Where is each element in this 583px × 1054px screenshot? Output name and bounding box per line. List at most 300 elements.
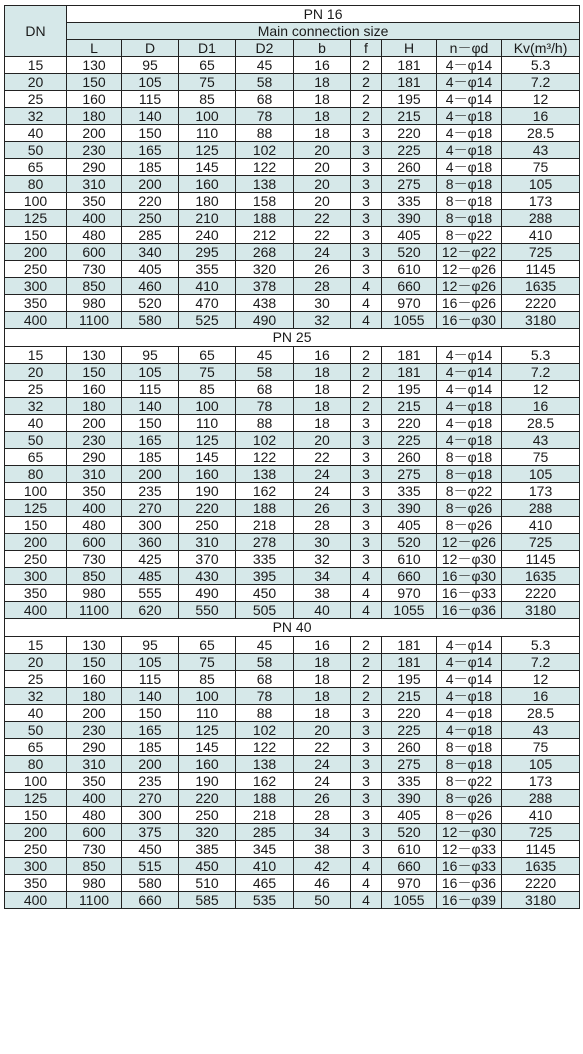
cell-d2: 78: [236, 398, 294, 415]
cell-b: 16: [294, 57, 351, 74]
cell-l: 180: [67, 108, 122, 125]
cell-h: 181: [382, 347, 437, 364]
cell-d: 150: [122, 125, 179, 142]
cell-bolts: 16－φ33: [437, 858, 502, 875]
cell-h: 275: [382, 176, 437, 193]
cell-d1: 75: [179, 654, 236, 671]
cell-d1: 490: [179, 585, 236, 602]
cell-h: 970: [382, 295, 437, 312]
cell-dn: 15: [5, 57, 67, 74]
cell-kv: 288: [502, 500, 580, 517]
cell-d1: 190: [179, 773, 236, 790]
cell-d1: 410: [179, 278, 236, 295]
cell-d1: 85: [179, 91, 236, 108]
cell-kv: 1635: [502, 278, 580, 295]
cell-bolts: 8－φ22: [437, 483, 502, 500]
cell-d1: 585: [179, 892, 236, 909]
cell-bolts: 4－φ14: [437, 347, 502, 364]
cell-l: 160: [67, 381, 122, 398]
cell-l: 150: [67, 654, 122, 671]
cell-b: 18: [294, 705, 351, 722]
cell-bolts: 12－φ22: [437, 244, 502, 261]
cell-b: 24: [294, 466, 351, 483]
cell-dn: 300: [5, 278, 67, 295]
table-row: [5, 500, 580, 517]
cell-f: 3: [351, 449, 382, 466]
cell-kv: 3180: [502, 312, 580, 329]
cell-kv: 7.2: [502, 364, 580, 381]
cell-l: 850: [67, 858, 122, 875]
cell-d: 200: [122, 756, 179, 773]
cell-d2: 88: [236, 705, 294, 722]
cell-b: 28: [294, 278, 351, 295]
cell-b: 28: [294, 807, 351, 824]
cell-d1: 65: [179, 347, 236, 364]
cell-d1: 110: [179, 705, 236, 722]
cell-b: 18: [294, 364, 351, 381]
cell-dn: 80: [5, 756, 67, 773]
cell-bolts: 8－φ26: [437, 500, 502, 517]
cell-bolts: 8－φ26: [437, 807, 502, 824]
cell-d1: 550: [179, 602, 236, 619]
cell-d: 250: [122, 210, 179, 227]
cell-bolts: 12－φ26: [437, 261, 502, 278]
section-title-row: [5, 619, 580, 637]
cell-f: 2: [351, 364, 382, 381]
cell-l: 400: [67, 790, 122, 807]
cell-h: 335: [382, 483, 437, 500]
cell-dn: 200: [5, 244, 67, 261]
column-header-d2: D2: [236, 40, 294, 57]
cell-l: 230: [67, 722, 122, 739]
cell-d: 115: [122, 671, 179, 688]
cell-bolts: 4－φ18: [437, 432, 502, 449]
cell-d1: 100: [179, 688, 236, 705]
cell-kv: 105: [502, 756, 580, 773]
table-row: [5, 688, 580, 705]
cell-l: 150: [67, 74, 122, 91]
cell-f: 3: [351, 551, 382, 568]
cell-l: 850: [67, 278, 122, 295]
cell-b: 26: [294, 500, 351, 517]
cell-l: 200: [67, 705, 122, 722]
cell-l: 730: [67, 551, 122, 568]
cell-l: 730: [67, 261, 122, 278]
cell-d1: 160: [179, 176, 236, 193]
cell-f: 3: [351, 705, 382, 722]
table-row: [5, 398, 580, 415]
cell-kv: 173: [502, 483, 580, 500]
cell-l: 1100: [67, 602, 122, 619]
cell-d2: 68: [236, 381, 294, 398]
cell-dn: 32: [5, 108, 67, 125]
cell-bolts: 16－φ30: [437, 568, 502, 585]
cell-f: 3: [351, 517, 382, 534]
cell-h: 1055: [382, 892, 437, 909]
cell-d: 220: [122, 193, 179, 210]
cell-d: 165: [122, 142, 179, 159]
cell-b: 24: [294, 756, 351, 773]
cell-dn: 40: [5, 125, 67, 142]
cell-bolts: 8－φ18: [437, 756, 502, 773]
cell-d1: 65: [179, 57, 236, 74]
cell-bolts: 16－φ30: [437, 312, 502, 329]
cell-h: 1055: [382, 312, 437, 329]
cell-kv: 5.3: [502, 347, 580, 364]
table-row: [5, 91, 580, 108]
cell-h: 215: [382, 108, 437, 125]
cell-d2: 122: [236, 159, 294, 176]
cell-h: 970: [382, 875, 437, 892]
cell-bolts: 4－φ18: [437, 398, 502, 415]
cell-f: 3: [351, 432, 382, 449]
cell-l: 400: [67, 210, 122, 227]
table-row: [5, 756, 580, 773]
cell-l: 150: [67, 364, 122, 381]
cell-kv: 1145: [502, 551, 580, 568]
cell-d1: 160: [179, 466, 236, 483]
cell-b: 32: [294, 551, 351, 568]
cell-f: 3: [351, 739, 382, 756]
cell-d: 460: [122, 278, 179, 295]
table-row: [5, 74, 580, 91]
cell-l: 200: [67, 415, 122, 432]
cell-b: 26: [294, 261, 351, 278]
cell-b: 18: [294, 108, 351, 125]
cell-bolts: 4－φ18: [437, 688, 502, 705]
cell-h: 390: [382, 500, 437, 517]
cell-dn: 200: [5, 534, 67, 551]
cell-kv: 28.5: [502, 125, 580, 142]
cell-d1: 180: [179, 193, 236, 210]
cell-bolts: 4－φ14: [437, 74, 502, 91]
valve-dimension-table-container: [4, 5, 579, 909]
cell-d2: 465: [236, 875, 294, 892]
table-row: [5, 415, 580, 432]
cell-f: 2: [351, 654, 382, 671]
cell-d: 270: [122, 790, 179, 807]
cell-d2: 88: [236, 415, 294, 432]
column-header-b: b: [294, 40, 351, 57]
cell-h: 195: [382, 671, 437, 688]
cell-h: 405: [382, 227, 437, 244]
cell-d2: 45: [236, 347, 294, 364]
cell-d1: 525: [179, 312, 236, 329]
cell-l: 160: [67, 671, 122, 688]
cell-dn: 100: [5, 483, 67, 500]
cell-d: 115: [122, 381, 179, 398]
cell-d1: 310: [179, 534, 236, 551]
cell-d1: 355: [179, 261, 236, 278]
cell-f: 2: [351, 688, 382, 705]
cell-d2: 410: [236, 858, 294, 875]
cell-f: 2: [351, 347, 382, 364]
cell-d: 200: [122, 466, 179, 483]
cell-d1: 65: [179, 637, 236, 654]
table-row: [5, 671, 580, 688]
cell-f: 3: [351, 756, 382, 773]
cell-h: 225: [382, 142, 437, 159]
valve-dimension-table: [4, 5, 580, 909]
cell-dn: 25: [5, 91, 67, 108]
cell-d1: 85: [179, 381, 236, 398]
column-header-kv: Kv(m³/h): [502, 40, 580, 57]
cell-kv: 288: [502, 210, 580, 227]
cell-f: 3: [351, 193, 382, 210]
table-row: [5, 159, 580, 176]
table-row: [5, 108, 580, 125]
cell-d: 555: [122, 585, 179, 602]
cell-d: 95: [122, 347, 179, 364]
cell-l: 310: [67, 466, 122, 483]
cell-bolts: 16－φ36: [437, 602, 502, 619]
cell-d2: 438: [236, 295, 294, 312]
cell-kv: 75: [502, 739, 580, 756]
cell-f: 3: [351, 142, 382, 159]
table-row: [5, 244, 580, 261]
cell-d1: 370: [179, 551, 236, 568]
cell-d1: 85: [179, 671, 236, 688]
cell-f: 3: [351, 824, 382, 841]
column-header-d1: D1: [179, 40, 236, 57]
cell-l: 350: [67, 483, 122, 500]
cell-b: 20: [294, 193, 351, 210]
cell-d2: 162: [236, 773, 294, 790]
table-row: [5, 432, 580, 449]
cell-dn: 350: [5, 875, 67, 892]
cell-l: 600: [67, 534, 122, 551]
cell-d: 200: [122, 176, 179, 193]
cell-l: 980: [67, 585, 122, 602]
cell-kv: 288: [502, 790, 580, 807]
cell-kv: 410: [502, 517, 580, 534]
cell-kv: 3180: [502, 602, 580, 619]
cell-bolts: 4－φ14: [437, 91, 502, 108]
cell-d2: 490: [236, 312, 294, 329]
cell-dn: 40: [5, 705, 67, 722]
cell-l: 480: [67, 517, 122, 534]
cell-dn: 400: [5, 312, 67, 329]
cell-d1: 110: [179, 125, 236, 142]
cell-kv: 75: [502, 449, 580, 466]
cell-dn: 250: [5, 841, 67, 858]
cell-d1: 145: [179, 739, 236, 756]
cell-d: 105: [122, 74, 179, 91]
cell-dn: 50: [5, 142, 67, 159]
cell-d: 115: [122, 91, 179, 108]
cell-d: 580: [122, 312, 179, 329]
cell-h: 970: [382, 585, 437, 602]
column-header-l: L: [67, 40, 122, 57]
cell-h: 660: [382, 568, 437, 585]
cell-f: 3: [351, 841, 382, 858]
cell-f: 3: [351, 483, 382, 500]
cell-bolts: 8－φ22: [437, 773, 502, 790]
cell-bolts: 16－φ39: [437, 892, 502, 909]
cell-kv: 16: [502, 108, 580, 125]
cell-d2: 45: [236, 637, 294, 654]
cell-bolts: 12－φ26: [437, 278, 502, 295]
cell-bolts: 8－φ18: [437, 193, 502, 210]
cell-dn: 250: [5, 551, 67, 568]
cell-f: 4: [351, 892, 382, 909]
cell-d1: 295: [179, 244, 236, 261]
cell-l: 230: [67, 142, 122, 159]
cell-f: 4: [351, 295, 382, 312]
cell-b: 22: [294, 739, 351, 756]
cell-d2: 158: [236, 193, 294, 210]
cell-d2: 102: [236, 722, 294, 739]
cell-d2: 88: [236, 125, 294, 142]
table-row: [5, 381, 580, 398]
cell-f: 2: [351, 398, 382, 415]
cell-bolts: 4－φ14: [437, 637, 502, 654]
cell-l: 980: [67, 295, 122, 312]
section-title: PN 25: [5, 329, 580, 347]
column-header-row: [5, 40, 580, 57]
cell-kv: 12: [502, 91, 580, 108]
cell-f: 3: [351, 159, 382, 176]
cell-f: 2: [351, 74, 382, 91]
cell-l: 600: [67, 824, 122, 841]
cell-b: 28: [294, 517, 351, 534]
cell-bolts: 8－φ18: [437, 176, 502, 193]
cell-d2: 102: [236, 432, 294, 449]
cell-b: 20: [294, 159, 351, 176]
cell-kv: 3180: [502, 892, 580, 909]
cell-f: 3: [351, 415, 382, 432]
table-row: [5, 739, 580, 756]
cell-h: 405: [382, 517, 437, 534]
cell-h: 215: [382, 398, 437, 415]
cell-kv: 5.3: [502, 57, 580, 74]
cell-f: 2: [351, 671, 382, 688]
cell-d1: 240: [179, 227, 236, 244]
table-row: [5, 193, 580, 210]
cell-dn: 150: [5, 807, 67, 824]
cell-bolts: 4－φ14: [437, 364, 502, 381]
cell-b: 38: [294, 585, 351, 602]
cell-kv: 16: [502, 398, 580, 415]
cell-h: 195: [382, 381, 437, 398]
cell-d: 270: [122, 500, 179, 517]
cell-dn: 20: [5, 654, 67, 671]
cell-d1: 220: [179, 500, 236, 517]
cell-l: 290: [67, 739, 122, 756]
cell-d2: 68: [236, 91, 294, 108]
cell-l: 350: [67, 773, 122, 790]
table-row: [5, 364, 580, 381]
cell-l: 180: [67, 398, 122, 415]
cell-dn: 20: [5, 74, 67, 91]
cell-d1: 75: [179, 74, 236, 91]
cell-h: 225: [382, 722, 437, 739]
cell-b: 32: [294, 312, 351, 329]
cell-l: 290: [67, 159, 122, 176]
cell-l: 350: [67, 193, 122, 210]
table-row: [5, 295, 580, 312]
main-connection-size-header: Main connection size: [67, 23, 580, 40]
cell-kv: 173: [502, 773, 580, 790]
cell-d2: 188: [236, 500, 294, 517]
cell-h: 220: [382, 415, 437, 432]
table-row: [5, 841, 580, 858]
cell-d2: 335: [236, 551, 294, 568]
cell-d1: 385: [179, 841, 236, 858]
cell-h: 260: [382, 739, 437, 756]
cell-l: 1100: [67, 892, 122, 909]
cell-b: 46: [294, 875, 351, 892]
cell-b: 18: [294, 74, 351, 91]
cell-bolts: 16－φ36: [437, 875, 502, 892]
cell-f: 3: [351, 244, 382, 261]
cell-d1: 145: [179, 449, 236, 466]
table-row: [5, 654, 580, 671]
table-row: [5, 449, 580, 466]
cell-kv: 1635: [502, 568, 580, 585]
cell-d1: 145: [179, 159, 236, 176]
cell-f: 2: [351, 381, 382, 398]
cell-d2: 102: [236, 142, 294, 159]
cell-dn: 150: [5, 227, 67, 244]
cell-d1: 125: [179, 432, 236, 449]
cell-kv: 725: [502, 824, 580, 841]
cell-b: 22: [294, 227, 351, 244]
table-row: [5, 722, 580, 739]
cell-f: 3: [351, 773, 382, 790]
cell-d: 95: [122, 57, 179, 74]
section-title-row: [5, 329, 580, 347]
cell-kv: 105: [502, 466, 580, 483]
cell-b: 20: [294, 722, 351, 739]
cell-h: 275: [382, 466, 437, 483]
cell-h: 195: [382, 91, 437, 108]
cell-l: 130: [67, 637, 122, 654]
cell-h: 520: [382, 534, 437, 551]
cell-kv: 2220: [502, 295, 580, 312]
cell-kv: 12: [502, 671, 580, 688]
cell-l: 980: [67, 875, 122, 892]
cell-b: 22: [294, 449, 351, 466]
cell-dn: 200: [5, 824, 67, 841]
table-row: [5, 807, 580, 824]
cell-b: 18: [294, 688, 351, 705]
cell-f: 2: [351, 91, 382, 108]
cell-d: 235: [122, 483, 179, 500]
cell-f: 3: [351, 534, 382, 551]
cell-l: 400: [67, 500, 122, 517]
cell-dn: 40: [5, 415, 67, 432]
cell-d: 165: [122, 432, 179, 449]
cell-bolts: 4－φ18: [437, 142, 502, 159]
cell-kv: 16: [502, 688, 580, 705]
cell-d1: 430: [179, 568, 236, 585]
cell-l: 130: [67, 57, 122, 74]
cell-d1: 125: [179, 142, 236, 159]
cell-h: 660: [382, 858, 437, 875]
cell-h: 390: [382, 210, 437, 227]
table-row: [5, 347, 580, 364]
cell-d2: 188: [236, 210, 294, 227]
cell-f: 3: [351, 807, 382, 824]
cell-d: 150: [122, 415, 179, 432]
cell-bolts: 16－φ33: [437, 585, 502, 602]
cell-h: 610: [382, 551, 437, 568]
cell-h: 181: [382, 364, 437, 381]
cell-d1: 450: [179, 858, 236, 875]
table-row: [5, 568, 580, 585]
table-row: [5, 227, 580, 244]
